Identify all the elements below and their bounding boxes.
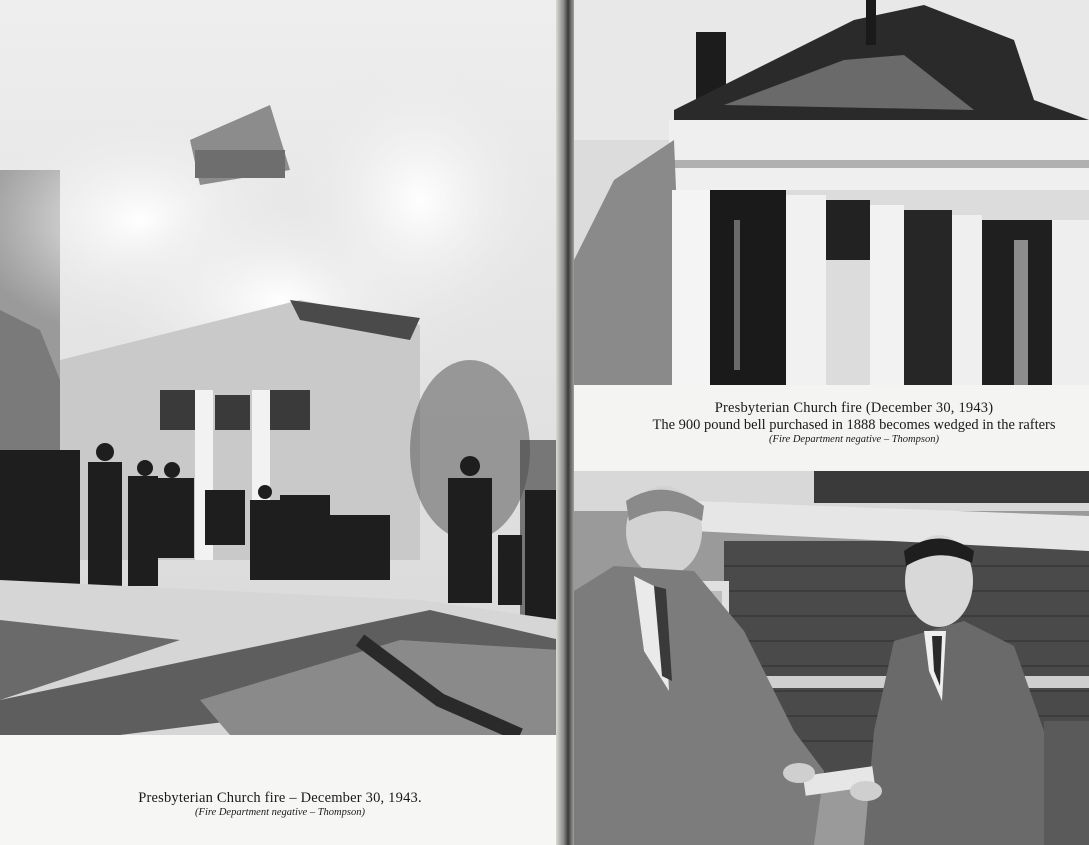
right-caption-title: Presbyterian Church fire (December 30, 1943) [714, 400, 994, 416]
left-caption-credit: (Fire Department negative – Thompson) [195, 807, 365, 818]
right-caption-credit: (Fire Department negative – Thompson) [769, 434, 939, 445]
right-page [574, 0, 1089, 845]
right-caption-line: The 900 pound bell purchased in 1888 becomes wedged in the rafters [652, 417, 1056, 433]
left-caption-title: Presbyterian Church fire – December 30, 1943. [138, 790, 422, 806]
church-fire-photo [0, 0, 560, 735]
left-caption [60, 790, 500, 818]
church-ruins-photo [574, 0, 1089, 385]
handshake-photo [574, 471, 1089, 845]
right-caption [604, 400, 1089, 445]
